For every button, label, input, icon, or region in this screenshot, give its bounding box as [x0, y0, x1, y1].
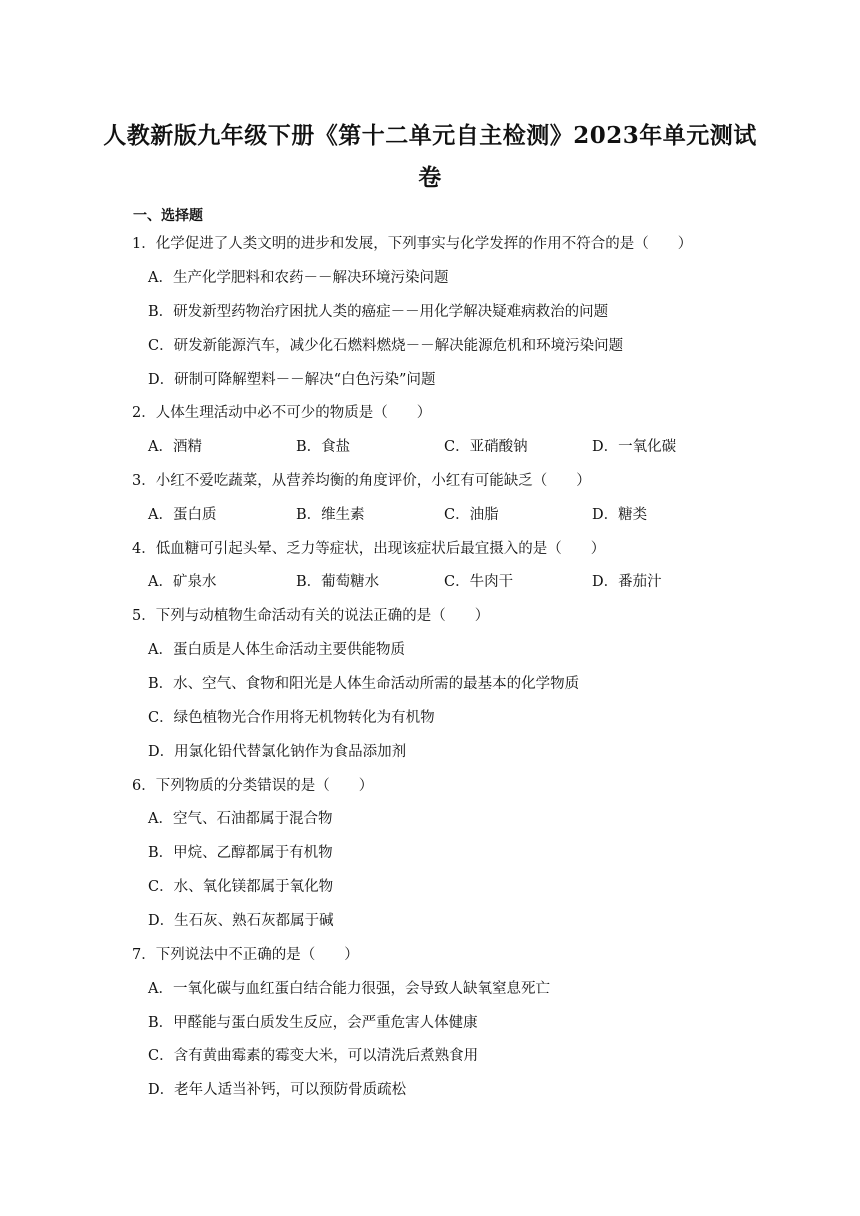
- question-2-option-d: D．一氧化碳: [592, 439, 677, 455]
- section-heading: 一、选择题: [133, 208, 203, 224]
- question-2-option-a: A．酒精: [148, 439, 202, 455]
- question-7-option-c: C．含有黄曲霉素的霉变大米，可以清洗后煮熟食用: [148, 1048, 479, 1064]
- question-2-stem: 2．人体生理活动中必不可少的物质是（ ）: [132, 405, 432, 421]
- question-6-option-c: C．水、氧化镁都属于氧化物: [148, 879, 334, 895]
- question-3-stem: 3．小红不爱吃蔬菜，从营养均衡的角度评价，小红有可能缺乏（ ）: [132, 473, 591, 489]
- question-4-option-b: B．葡萄糖水: [296, 574, 380, 590]
- question-7-option-a: A．一氧化碳与血红蛋白结合能力很强，会导致人缺氧窒息死亡: [148, 981, 550, 997]
- question-1-option-d: D．研制可降解塑料－－解决“白色污染”问题: [148, 372, 436, 388]
- question-3-option-c: C．油脂: [444, 507, 499, 523]
- question-6-option-a: A．空气、石油都属于混合物: [148, 811, 333, 827]
- question-1-option-a: A．生产化学肥料和农药－－解决环境污染问题: [148, 270, 449, 286]
- question-4-stem: 4．低血糖可引起头晕、乏力等症状，出现该症状后最宜摄入的是（ ）: [132, 541, 606, 557]
- question-1-option-c: C．研发新能源汽车，减少化石燃料燃烧－－解决能源危机和环境污染问题: [148, 338, 624, 354]
- question-5-option-d: D．用氯化铅代替氯化钠作为食品添加剂: [148, 744, 407, 760]
- question-3-option-d: D．糖类: [592, 507, 648, 523]
- page-title-line-1: 人教新版九年级下册《第十二单元自主检测》2023年单元测试: [103, 122, 757, 149]
- question-2-option-c: C．亚硝酸钠: [444, 439, 528, 455]
- question-6-option-b: B．甲烷、乙醇都属于有机物: [148, 845, 333, 861]
- question-3-option-b: B．维生素: [296, 507, 365, 523]
- page-title-line-2: 卷: [418, 164, 442, 191]
- question-1-stem: 1．化学促进了人类文明的进步和发展，下列事实与化学发挥的作用不符合的是（ ）: [132, 236, 693, 252]
- question-1-option-b: B．研发新型药物治疗困扰人类的癌症－－用化学解决疑难病救治的问题: [148, 304, 609, 320]
- question-6-option-d: D．生石灰、熟石灰都属于碱: [148, 913, 334, 929]
- question-4-option-d: D．番茄汁: [592, 574, 662, 590]
- question-6-stem: 6．下列物质的分类错误的是（ ）: [132, 778, 374, 794]
- question-5-option-b: B．水、空气、食物和阳光是人体生命活动所需的最基本的化学物质: [148, 676, 580, 692]
- question-5-option-c: C．绿色植物光合作用将无机物转化为有机物: [148, 710, 435, 726]
- question-2-option-b: B．食盐: [296, 439, 351, 455]
- question-7-option-d: D．老年人适当补钙，可以预防骨质疏松: [148, 1082, 407, 1098]
- question-5-stem: 5．下列与动植物生命活动有关的说法正确的是（ ）: [132, 608, 490, 624]
- question-4-option-a: A．矿泉水: [148, 574, 217, 590]
- question-7-stem: 7．下列说法中不正确的是（ ）: [132, 947, 359, 963]
- question-7-option-b: B．甲醛能与蛋白质发生反应，会严重危害人体健康: [148, 1015, 478, 1031]
- question-4-option-c: C．牛肉干: [444, 574, 514, 590]
- question-3-option-a: A．蛋白质: [148, 507, 217, 523]
- question-5-option-a: A．蛋白质是人体生命活动主要供能物质: [148, 642, 405, 658]
